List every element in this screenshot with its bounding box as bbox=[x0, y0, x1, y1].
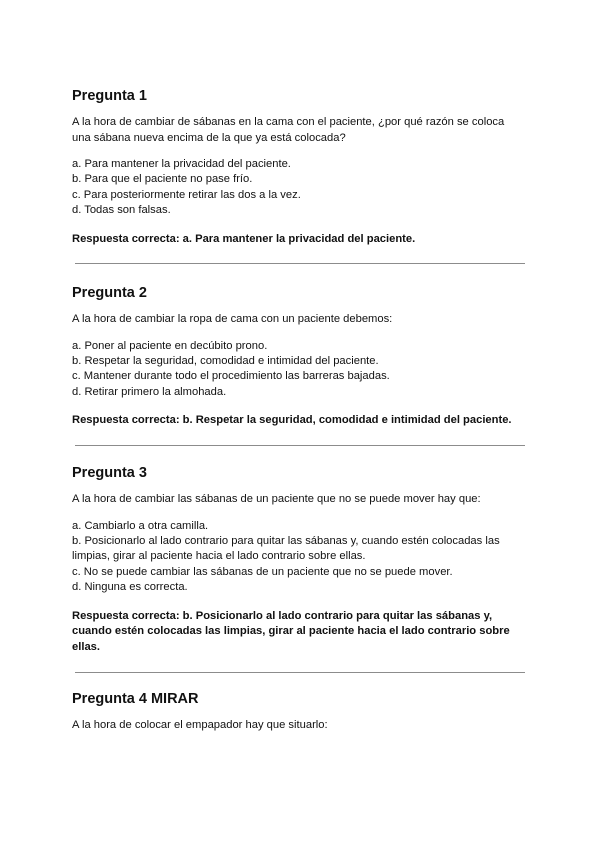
question-title: Pregunta 3 bbox=[72, 465, 147, 481]
question-text: A la hora de cambiar las sábanas de un paciente que no se puede mover hay que: bbox=[72, 493, 481, 505]
correct-answer: Respuesta correcta: a. Para mantener la privacidad del paciente. bbox=[72, 232, 416, 245]
correct-answer: Respuesta correcta: b. Posicionarlo al lado contrario para quitar las sábanas y, cuando estén colocadas las limpias, girar al paciente hacia el lado contrario sobre ellas. bbox=[72, 609, 510, 653]
option-c: c. Mantener durante todo el procedimiento las barreras bajadas. bbox=[72, 370, 390, 383]
option-a: a. Poner al paciente en decúbito prono. bbox=[72, 339, 268, 352]
question-text: A la hora de colocar el empapador hay que situarlo: bbox=[72, 719, 328, 731]
options-list bbox=[72, 157, 524, 219]
question-4 bbox=[72, 690, 524, 734]
options-list bbox=[72, 519, 524, 596]
option-b: b. Posicionarlo al lado contrario para quitar las sábanas y, cuando estén colocadas las limpias, girar al paciente hacia el lado contrario sobre ellas. bbox=[72, 534, 500, 563]
question-title: Pregunta 2 bbox=[72, 285, 147, 301]
options-list bbox=[72, 339, 524, 401]
option-d: d. Todas son falsas. bbox=[72, 204, 171, 217]
option-b: b. Para que el paciente no pase frío. bbox=[72, 173, 253, 186]
option-c: c. No se puede cambiar las sábanas de un paciente que no se puede mover. bbox=[72, 565, 453, 578]
question-title: Pregunta 1 bbox=[72, 88, 147, 104]
correct-answer: Respuesta correcta: b. Respetar la seguridad, comodidad e intimidad del paciente. bbox=[72, 414, 512, 427]
question-text: A la hora de cambiar la ropa de cama con un paciente debemos: bbox=[72, 313, 393, 325]
divider bbox=[75, 263, 525, 264]
option-d: d. Ninguna es correcta. bbox=[72, 581, 188, 594]
divider bbox=[75, 672, 525, 673]
option-a: a. Para mantener la privacidad del paciente. bbox=[72, 158, 291, 170]
question-2 bbox=[72, 284, 524, 429]
option-d: d. Retirar primero la almohada. bbox=[72, 385, 227, 398]
option-b: b. Respetar la seguridad, comodidad e intimidad del paciente. bbox=[72, 354, 379, 367]
option-a: a. Cambiarlo a otra camilla. bbox=[72, 519, 209, 532]
divider bbox=[75, 445, 525, 446]
option-c: c. Para posteriormente retirar las dos a la vez. bbox=[72, 188, 301, 201]
question-1 bbox=[72, 87, 524, 247]
question-text: A la hora de cambiar de sábanas en la cama con el paciente, ¿por qué razón se coloca una sábana nueva encima de la que ya está colocada? bbox=[72, 116, 505, 144]
question-title: Pregunta 4 MIRAR bbox=[72, 691, 199, 707]
question-3 bbox=[72, 464, 524, 655]
